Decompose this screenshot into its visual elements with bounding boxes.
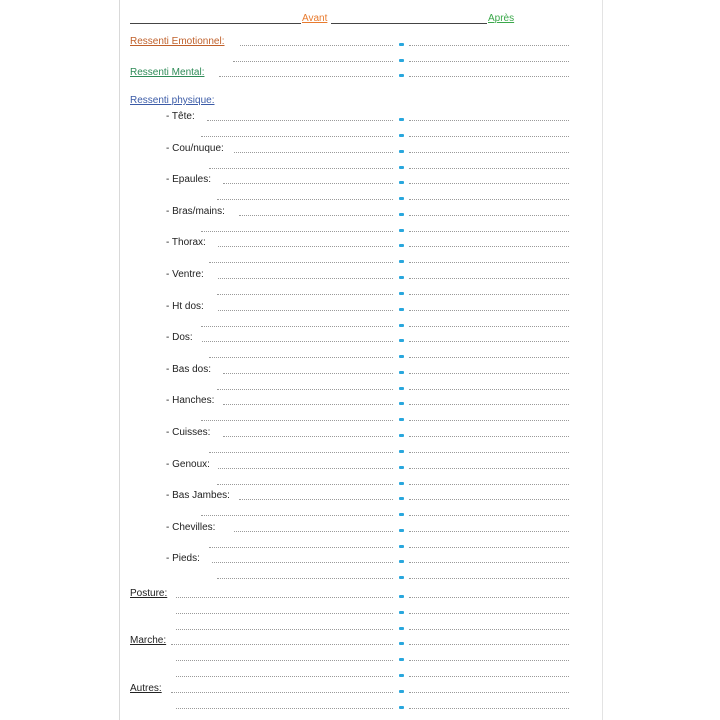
apres-fill-line[interactable]: [409, 562, 569, 563]
apres-fill-line[interactable]: [409, 404, 569, 405]
avant-fill-line[interactable]: [176, 613, 393, 614]
section-label: Autres:: [130, 683, 162, 694]
separator-mark: [399, 545, 404, 548]
header-line-middle: [331, 23, 487, 24]
avant-fill-line[interactable]: [176, 708, 393, 709]
apres-fill-line[interactable]: [409, 310, 569, 311]
body-part-label: - Genoux:: [166, 458, 210, 470]
separator-mark: [399, 529, 404, 532]
avant-fill-line[interactable]: [171, 644, 393, 645]
avant-fill-line[interactable]: [217, 578, 393, 579]
apres-fill-line[interactable]: [409, 436, 569, 437]
body-part-label: - Cuisses:: [166, 427, 211, 438]
avant-fill-line[interactable]: [171, 692, 393, 693]
section-label: Ressenti Mental:: [130, 67, 205, 78]
avant-fill-line[interactable]: [176, 660, 393, 661]
section-label: Ressenti Emotionnel:: [130, 36, 225, 47]
apres-fill-line[interactable]: [409, 231, 569, 232]
avant-fill-line[interactable]: [217, 294, 393, 295]
apres-fill-line[interactable]: [409, 199, 569, 200]
apres-fill-line[interactable]: [409, 341, 569, 342]
apres-fill-line[interactable]: [409, 262, 569, 263]
separator-mark: [399, 166, 404, 169]
avant-fill-line[interactable]: [201, 136, 393, 137]
header-apres: Après: [488, 13, 515, 24]
avant-fill-line[interactable]: [201, 231, 393, 232]
apres-fill-line[interactable]: [409, 499, 569, 500]
avant-fill-line[interactable]: [209, 168, 393, 169]
section-label: Marche:: [130, 635, 167, 646]
avant-fill-line[interactable]: [207, 120, 393, 121]
separator-mark: [399, 324, 404, 327]
avant-fill-line[interactable]: [240, 45, 393, 46]
separator-mark: [399, 308, 404, 311]
separator-mark: [399, 371, 404, 374]
separator-mark: [399, 658, 404, 661]
apres-fill-line[interactable]: [409, 692, 569, 693]
apres-fill-line[interactable]: [409, 136, 569, 137]
avant-fill-line[interactable]: [217, 199, 393, 200]
separator-mark: [399, 355, 404, 358]
apres-fill-line[interactable]: [409, 578, 569, 579]
section-label: Posture:: [130, 588, 168, 599]
separator-mark: [399, 627, 404, 630]
avant-fill-line[interactable]: [212, 562, 393, 563]
separator-mark: [399, 387, 404, 390]
separator-mark: [399, 706, 404, 709]
separator-mark: [399, 43, 404, 46]
apres-fill-line[interactable]: [409, 547, 569, 548]
avant-fill-line[interactable]: [223, 436, 393, 437]
body-part-label: - Hanches:: [166, 395, 215, 407]
avant-fill-line[interactable]: [201, 515, 393, 516]
apres-fill-line[interactable]: [409, 597, 569, 598]
apres-fill-line[interactable]: [409, 660, 569, 661]
separator-mark: [399, 690, 404, 693]
avant-fill-line[interactable]: [209, 262, 393, 263]
avant-fill-line[interactable]: [209, 357, 393, 358]
avant-fill-line[interactable]: [223, 183, 393, 184]
section-label: Ressenti physique:: [130, 95, 215, 106]
apres-fill-line[interactable]: [409, 45, 569, 46]
apres-fill-line[interactable]: [409, 531, 569, 532]
apres-fill-line[interactable]: [409, 629, 569, 630]
separator-mark: [399, 497, 404, 500]
body-part-label: - Epaules:: [166, 174, 212, 186]
apres-fill-line[interactable]: [409, 373, 569, 374]
apres-fill-line[interactable]: [409, 120, 569, 121]
separator-mark: [399, 482, 404, 485]
avant-fill-line[interactable]: [217, 484, 393, 485]
separator-mark: [399, 213, 404, 216]
apres-fill-line[interactable]: [409, 294, 569, 295]
apres-fill-line[interactable]: [409, 152, 569, 153]
apres-fill-line[interactable]: [409, 357, 569, 358]
body-part-label: - Bas dos:: [166, 363, 212, 375]
apres-fill-line[interactable]: [409, 676, 569, 677]
separator-mark: [399, 513, 404, 516]
avant-fill-line[interactable]: [239, 499, 393, 500]
separator-mark: [399, 134, 404, 137]
body-part-label: - Bras/mains:: [166, 205, 225, 217]
separator-mark: [399, 260, 404, 263]
avant-fill-line[interactable]: [201, 420, 393, 421]
avant-fill-line[interactable]: [209, 547, 393, 548]
apres-fill-line[interactable]: [409, 613, 569, 614]
avant-fill-line[interactable]: [223, 373, 393, 374]
avant-fill-line[interactable]: [218, 468, 393, 469]
apres-fill-line[interactable]: [409, 708, 569, 709]
header-avant: Avant: [302, 13, 328, 24]
body-part-label: - Bas Jambes:: [166, 490, 230, 502]
avant-fill-line[interactable]: [176, 629, 393, 630]
apres-fill-line[interactable]: [409, 278, 569, 279]
avant-fill-line[interactable]: [209, 452, 393, 453]
separator-mark: [399, 466, 404, 469]
avant-fill-line[interactable]: [219, 76, 393, 77]
separator-mark: [399, 595, 404, 598]
separator-mark: [399, 197, 404, 200]
body-part-label: - Ventre:: [166, 269, 204, 280]
separator-mark: [399, 576, 404, 579]
separator-mark: [399, 276, 404, 279]
body-part-label: - Thorax:: [166, 237, 206, 249]
separator-mark: [399, 560, 404, 563]
apres-fill-line[interactable]: [409, 183, 569, 184]
separator-mark: [399, 74, 404, 77]
avant-fill-line[interactable]: [176, 597, 393, 598]
header-line-left: [130, 23, 301, 24]
separator-mark: [399, 229, 404, 232]
separator-mark: [399, 181, 404, 184]
avant-fill-line[interactable]: [218, 310, 393, 311]
separator-mark: [399, 150, 404, 153]
apres-fill-line[interactable]: [409, 468, 569, 469]
apres-fill-line[interactable]: [409, 246, 569, 247]
avant-fill-line[interactable]: [234, 152, 393, 153]
apres-fill-line[interactable]: [409, 168, 569, 169]
avant-fill-line[interactable]: [233, 61, 393, 62]
body-part-label: - Dos:: [166, 332, 193, 344]
avant-fill-line[interactable]: [202, 341, 393, 342]
apres-fill-line[interactable]: [409, 76, 569, 77]
separator-mark: [399, 611, 404, 614]
separator-mark: [399, 59, 404, 62]
separator-mark: [399, 418, 404, 421]
apres-fill-line[interactable]: [409, 420, 569, 421]
separator-mark: [399, 339, 404, 342]
separator-mark: [399, 118, 404, 121]
separator-mark: [399, 244, 404, 247]
body-part-label: - Chevilles:: [166, 521, 216, 533]
body-part-label: - Cou/nuque:: [166, 142, 224, 154]
avant-fill-line[interactable]: [218, 246, 393, 247]
avant-fill-line[interactable]: [223, 404, 393, 405]
separator-mark: [399, 642, 404, 645]
avant-fill-line[interactable]: [201, 326, 393, 327]
separator-mark: [399, 450, 404, 453]
apres-fill-line[interactable]: [409, 644, 569, 645]
apres-fill-line[interactable]: [409, 326, 569, 327]
apres-fill-line[interactable]: [409, 452, 569, 453]
body-part-label: - Ht dos:: [166, 300, 204, 312]
apres-fill-line[interactable]: [409, 484, 569, 485]
body-part-label: - Pieds:: [166, 553, 200, 565]
separator-mark: [399, 292, 404, 295]
avant-fill-line[interactable]: [176, 676, 393, 677]
apres-fill-line[interactable]: [409, 515, 569, 516]
apres-fill-line[interactable]: [409, 389, 569, 390]
apres-fill-line[interactable]: [409, 215, 569, 216]
body-part-label: - Tête:: [166, 111, 195, 122]
form-sheet: [119, 0, 603, 720]
avant-fill-line[interactable]: [217, 389, 393, 390]
separator-mark: [399, 434, 404, 437]
avant-fill-line[interactable]: [239, 215, 393, 216]
separator-mark: [399, 674, 404, 677]
avant-fill-line[interactable]: [234, 531, 393, 532]
separator-mark: [399, 402, 404, 405]
avant-fill-line[interactable]: [218, 278, 393, 279]
apres-fill-line[interactable]: [409, 61, 569, 62]
